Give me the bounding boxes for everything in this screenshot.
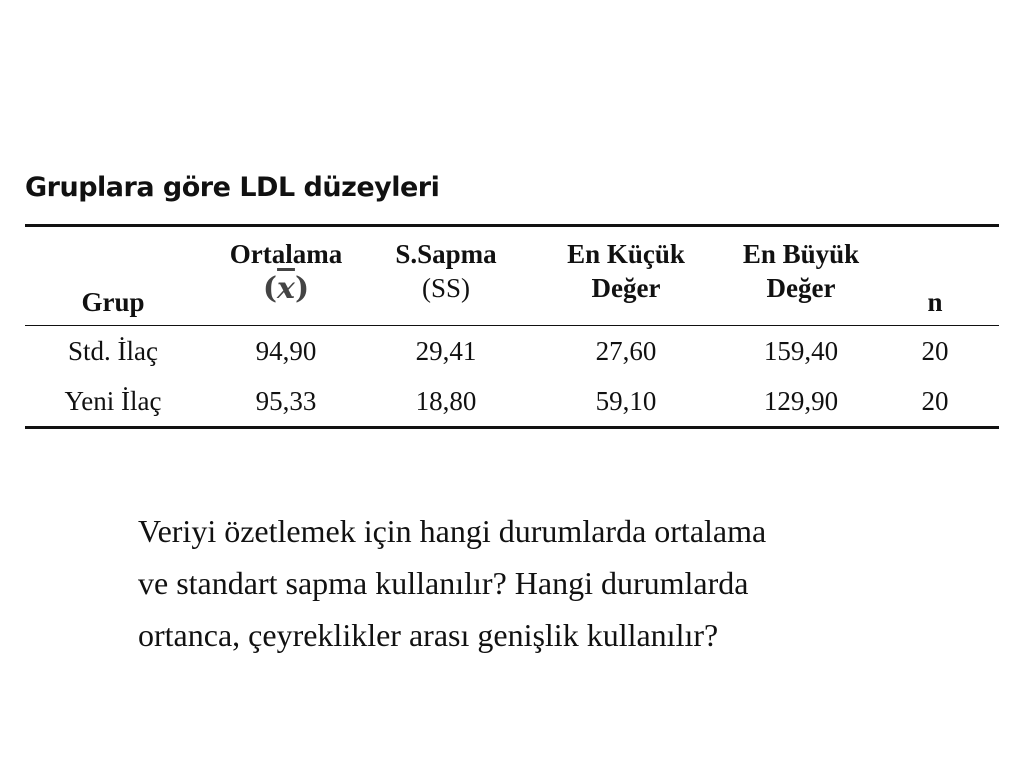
header-enbuyuk [731, 226, 871, 326]
ldl-table [25, 224, 999, 429]
question-line-3: ortanca, çeyreklikler arası genişlik kullanılır? [138, 617, 719, 653]
cell-n: 20 [921, 336, 949, 366]
header-ortalama [201, 226, 371, 326]
header-enbuyuk-line1: En Büyük [742, 239, 860, 269]
cell-min: 27,60 [595, 336, 657, 366]
cell-min: 59,10 [595, 386, 657, 416]
cell-ortalama: 95,33 [255, 386, 317, 416]
table-row [25, 326, 999, 377]
header-n: n [927, 287, 943, 317]
cell-grup: Std. İlaç [68, 336, 158, 366]
header-ssapma-line2: (SS) [421, 273, 470, 303]
cell-grup: Yeni İlaç [64, 386, 162, 416]
question-text [138, 505, 938, 661]
ldl-table-container [25, 224, 999, 429]
header-enkucuk-line1: En Küçük [567, 239, 685, 269]
question-line-1: Veriyi özetlemek için hangi durumlarda ortalama [138, 513, 767, 549]
table-row [25, 376, 999, 428]
cell-ortalama: 94,90 [255, 336, 317, 366]
cell-ss: 18,80 [415, 386, 477, 416]
page-title: Gruplara göre LDL düzeyleri [25, 172, 440, 203]
mean-symbol-x: $\overline{x}$ [277, 271, 295, 306]
table-header-row [25, 226, 999, 326]
mean-symbol [201, 271, 371, 307]
cell-max: 129,90 [763, 386, 839, 416]
question-line-2: ve standart sapma kullanılır? Hangi durumlarda [138, 565, 749, 601]
cell-n: 20 [921, 386, 949, 416]
header-enkucuk-line2: Değer [591, 273, 661, 303]
mean-symbol-open: ( [262, 271, 278, 306]
cell-max: 159,40 [763, 336, 839, 366]
header-ssapma-line1: S.Sapma [395, 239, 497, 269]
header-enkucuk [521, 226, 731, 326]
header-enbuyuk-line2: Değer [766, 273, 836, 303]
header-ortalama-label: Ortalama [229, 239, 343, 269]
mean-symbol-close: ) [294, 271, 310, 306]
header-grup: Grup [81, 287, 145, 317]
header-ssapma [371, 226, 521, 326]
cell-ss: 29,41 [415, 336, 477, 366]
